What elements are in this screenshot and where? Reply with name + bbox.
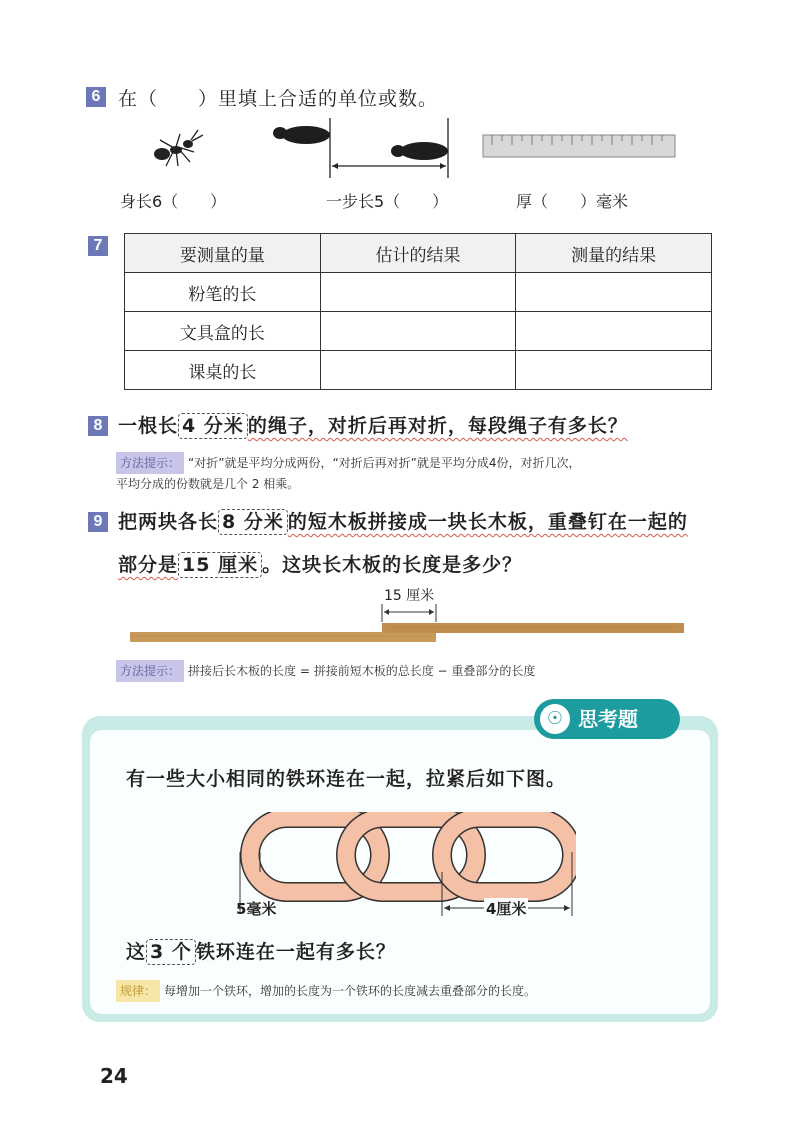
q9-hint: 方法提示： 拼接后长木板的长度 = 拼接前短木板的总长度 − 重叠部分的长度 (116, 660, 716, 682)
table-row (125, 312, 712, 351)
row-label: 课桌的长 (125, 351, 321, 390)
page-number: 24 (100, 1064, 128, 1088)
row-label: 粉笔的长 (125, 273, 321, 312)
boxed-value-8dm: 8 分米 (218, 509, 288, 535)
think-rule: 规律： 每增加一个铁环，增加的长度为一个铁环的长度减去重叠部分的长度。 (116, 980, 716, 1002)
footprints-illustration (272, 118, 462, 182)
overlap-label: 15 厘米 (384, 588, 435, 604)
blank-step-length: 一步长5（ ） (326, 192, 449, 211)
think-intro: 有一些大小相同的铁环连在一起，拉紧后如下图。 (126, 768, 567, 790)
lightbulb-icon: ☉ (540, 704, 570, 734)
measured-cell[interactable] (516, 312, 712, 351)
blank-ruler-thickness: 厚（ ）毫米 (516, 192, 629, 211)
question-number-9: 9 (88, 512, 108, 532)
hint-tag: 方法提示： (116, 660, 184, 682)
table-header: 测量的结果 (516, 234, 712, 273)
boxed-value-4dm: 4 分米 (178, 413, 248, 439)
question-number-7: 7 (88, 236, 108, 256)
table-header: 要测量的量 (125, 234, 321, 273)
table-header-row (125, 234, 712, 273)
table-row (125, 273, 712, 312)
measured-cell[interactable] (516, 273, 712, 312)
ring-thickness-label: 5毫米 (236, 900, 277, 918)
q9-line1: 把两块各长 8 分米 的短木板拼接成一块长木板，重叠钉在一起的 (118, 511, 688, 533)
boxed-value-3-rings: 3 个 (146, 939, 196, 965)
blank-ant-length: 身长6（ ） (120, 192, 227, 211)
ant-illustration (148, 126, 208, 170)
question-number-6: 6 (86, 87, 106, 107)
table-row (125, 351, 712, 390)
thinking-question-badge: ☉ 思考题 (534, 699, 680, 739)
estimate-cell[interactable] (320, 273, 516, 312)
think-question: 这 3 个 铁环连在一起有多长？ (126, 941, 396, 963)
q6-text: 在（ ）里填上合适的单位或数。 (118, 88, 439, 110)
q9-line2: 部分是 15 厘米 。这块长木板的长度是多少？ (118, 554, 523, 576)
boxed-value-15cm: 15 厘米 (178, 552, 262, 578)
table-header: 估计的结果 (320, 234, 516, 273)
hint-tag: 方法提示： (116, 452, 184, 474)
q8-hint: 方法提示： “对折”就是平均分成两份，“对折后再对折”就是平均分成4份，对折几次， 平均分成的份数就是几个 2 相乘。 (116, 452, 716, 494)
estimate-cell[interactable] (320, 312, 516, 351)
question-number-8: 8 (88, 416, 108, 436)
rule-tag: 规律： (116, 980, 160, 1002)
wood-boards-illustration (128, 602, 688, 646)
q8-text: 一根长 4 分米 的绳子，对折后再对折，每段绳子有多长？ (118, 415, 628, 437)
estimate-cell[interactable] (320, 351, 516, 390)
row-label: 文具盒的长 (125, 312, 321, 351)
ring-length-label: 4厘米 (486, 900, 527, 918)
ruler-illustration (482, 133, 678, 161)
measurement-table (124, 233, 712, 390)
measured-cell[interactable] (516, 351, 712, 390)
